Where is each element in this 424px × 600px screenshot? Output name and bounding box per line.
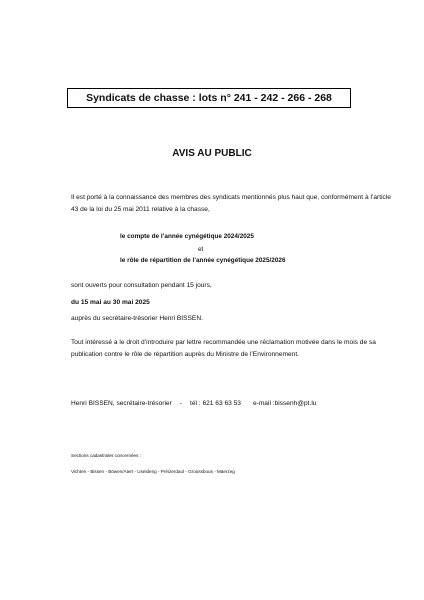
contact-separator: - [179, 400, 182, 407]
intro-paragraph: Il est porté à la connaissance des membres des syndicats mentionnés plus haut que, conformément à l’article 43 de la loi du 25 mai 2011 relative à la chasse, [71, 194, 391, 213]
contact-phone: tél : 621 63 63 53 [189, 400, 241, 407]
sections-title: Sections cadastrales concernées : [71, 453, 141, 458]
consultation-text: sont ouverts pour consultation pendant 15 jours, [71, 282, 212, 289]
contact-line [71, 400, 316, 407]
contact-email: e-mail :bissenh@pt.lu [252, 400, 317, 407]
document-title: Syndicats de chasse : lots n° 241 - 242 - 266 - 268 [67, 88, 351, 108]
consultation-dates: du 15 mai au 30 mai 2025 [71, 299, 150, 306]
aupres-text: auprès du secrétaire-trésorier Henri BISSEN. [71, 315, 203, 322]
contact-name: Henri BISSEN, secrétaire-trésorier [71, 400, 172, 407]
sections-list: Vichten - Bissen - Böwen/Atert - Useldeng - Préizerdaul - Groussbous - Mäerzeg [71, 469, 235, 474]
item-et: et [198, 246, 204, 253]
item-compte: le compte de l’année cynégétique 2024/2025 [120, 233, 254, 240]
item-role: le rôle de répartition de l’année cynégétique 2025/2026 [120, 257, 286, 264]
reclamation-paragraph: Tout intéressé a le droit d’introduire par lettre recommandée une réclamation motivée dans le mois de sa publication contre le rôle de répartition auprès du Ministre de l’Environnement. [71, 339, 376, 358]
notice-heading: AVIS AU PUBLIC [172, 148, 252, 159]
